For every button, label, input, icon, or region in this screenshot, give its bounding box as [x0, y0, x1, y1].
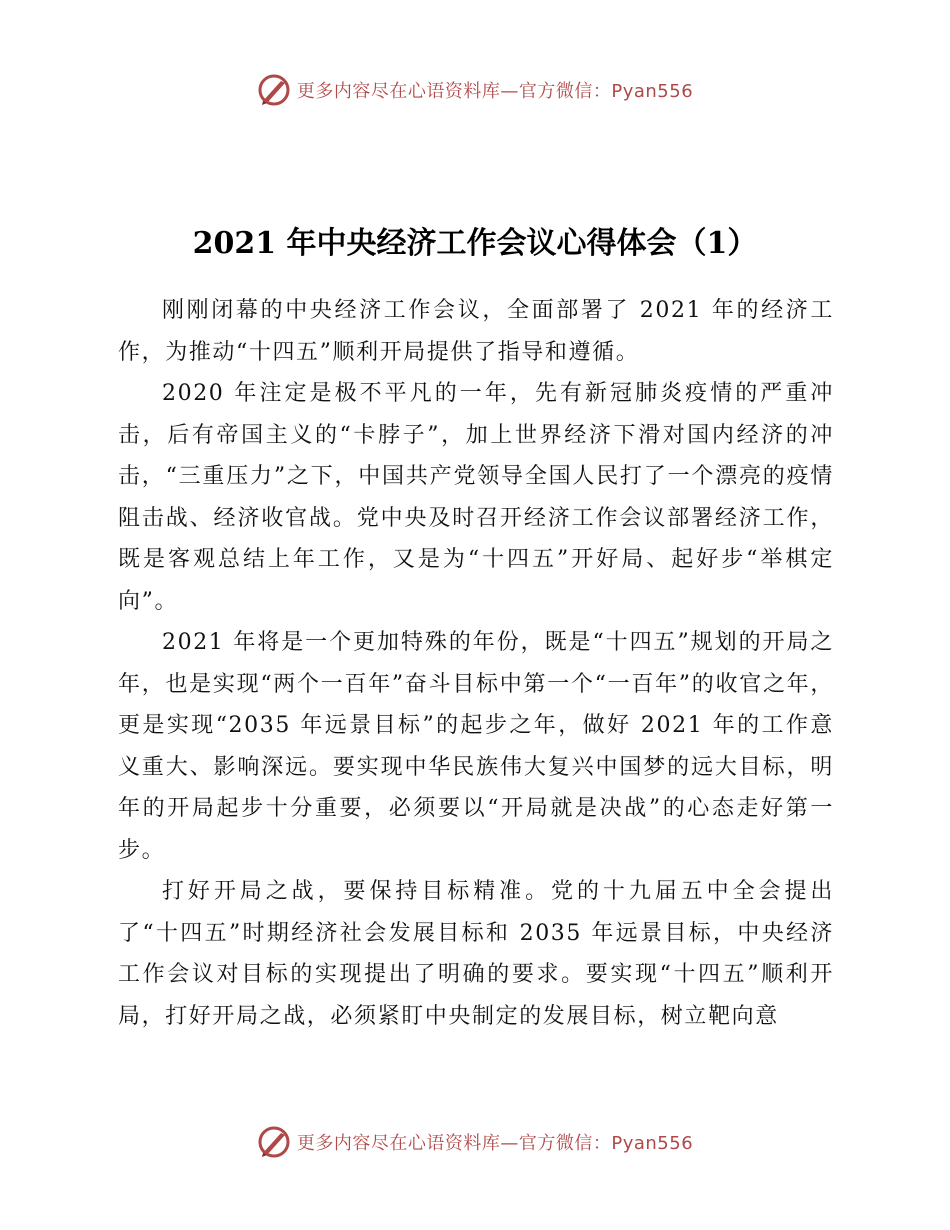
page-title: 2021 年中央经济工作会议心得体会（1）: [192, 226, 758, 261]
document-body: [118, 290, 834, 1037]
paragraph: 刚刚闭幕的中央经济工作会议，全面部署了 2021 年的经济工作，为推动“十四五”顺利开局提供了指导和遵循。: [118, 298, 834, 365]
paragraph: 2020 年注定是极不平凡的一年，先有新冠肺炎疫情的严重冲击，后有帝国主义的“卡脖子”，加上世界经济下滑对国内经济的冲击，“三重压力”之下，中国共产党领导全国人民打了一个漂亮的疫情阻击战、经济收官战。党中央及时召开经济工作会议部署经济工作，既是客观总结上年工作，又是为“十四五”开好局、起好步“举棋定向”。: [118, 381, 834, 614]
footer-banner: [0, 1122, 950, 1162]
header-banner: [0, 70, 950, 110]
pen-circle-logo-icon: [257, 73, 291, 107]
banner-text: 更多内容尽在心语资料库—官方微信：Pyan556: [296, 1133, 694, 1154]
paragraph: 2021 年将是一个更加特殊的年份，既是“十四五”规划的开局之年，也是实现“两个一百年”奋斗目标中第一个“一百年”的收官之年，更是实现“2035 年远景目标”的起步之年，做好 2021 年的工作意义重大、影响深远。要实现中华民族伟大复兴中国梦的远大目标，明年的开局起步十分重要，必须要以“开局就是决战”的心态走好第一步。: [118, 630, 834, 863]
banner-text: 更多内容尽在心语资料库—官方微信：Pyan556: [296, 81, 694, 102]
paragraph: 打好开局之战，要保持目标精准。党的十九届五中全会提出了“十四五”时期经济社会发展目标和 2035 年远景目标，中央经济工作会议对目标的实现提出了明确的要求。要实现“十四五”顺利开局，打好开局之战，必须紧盯中央制定的发展目标，树立靶向意: [118, 879, 834, 1029]
pen-circle-logo-icon: [257, 1125, 291, 1159]
